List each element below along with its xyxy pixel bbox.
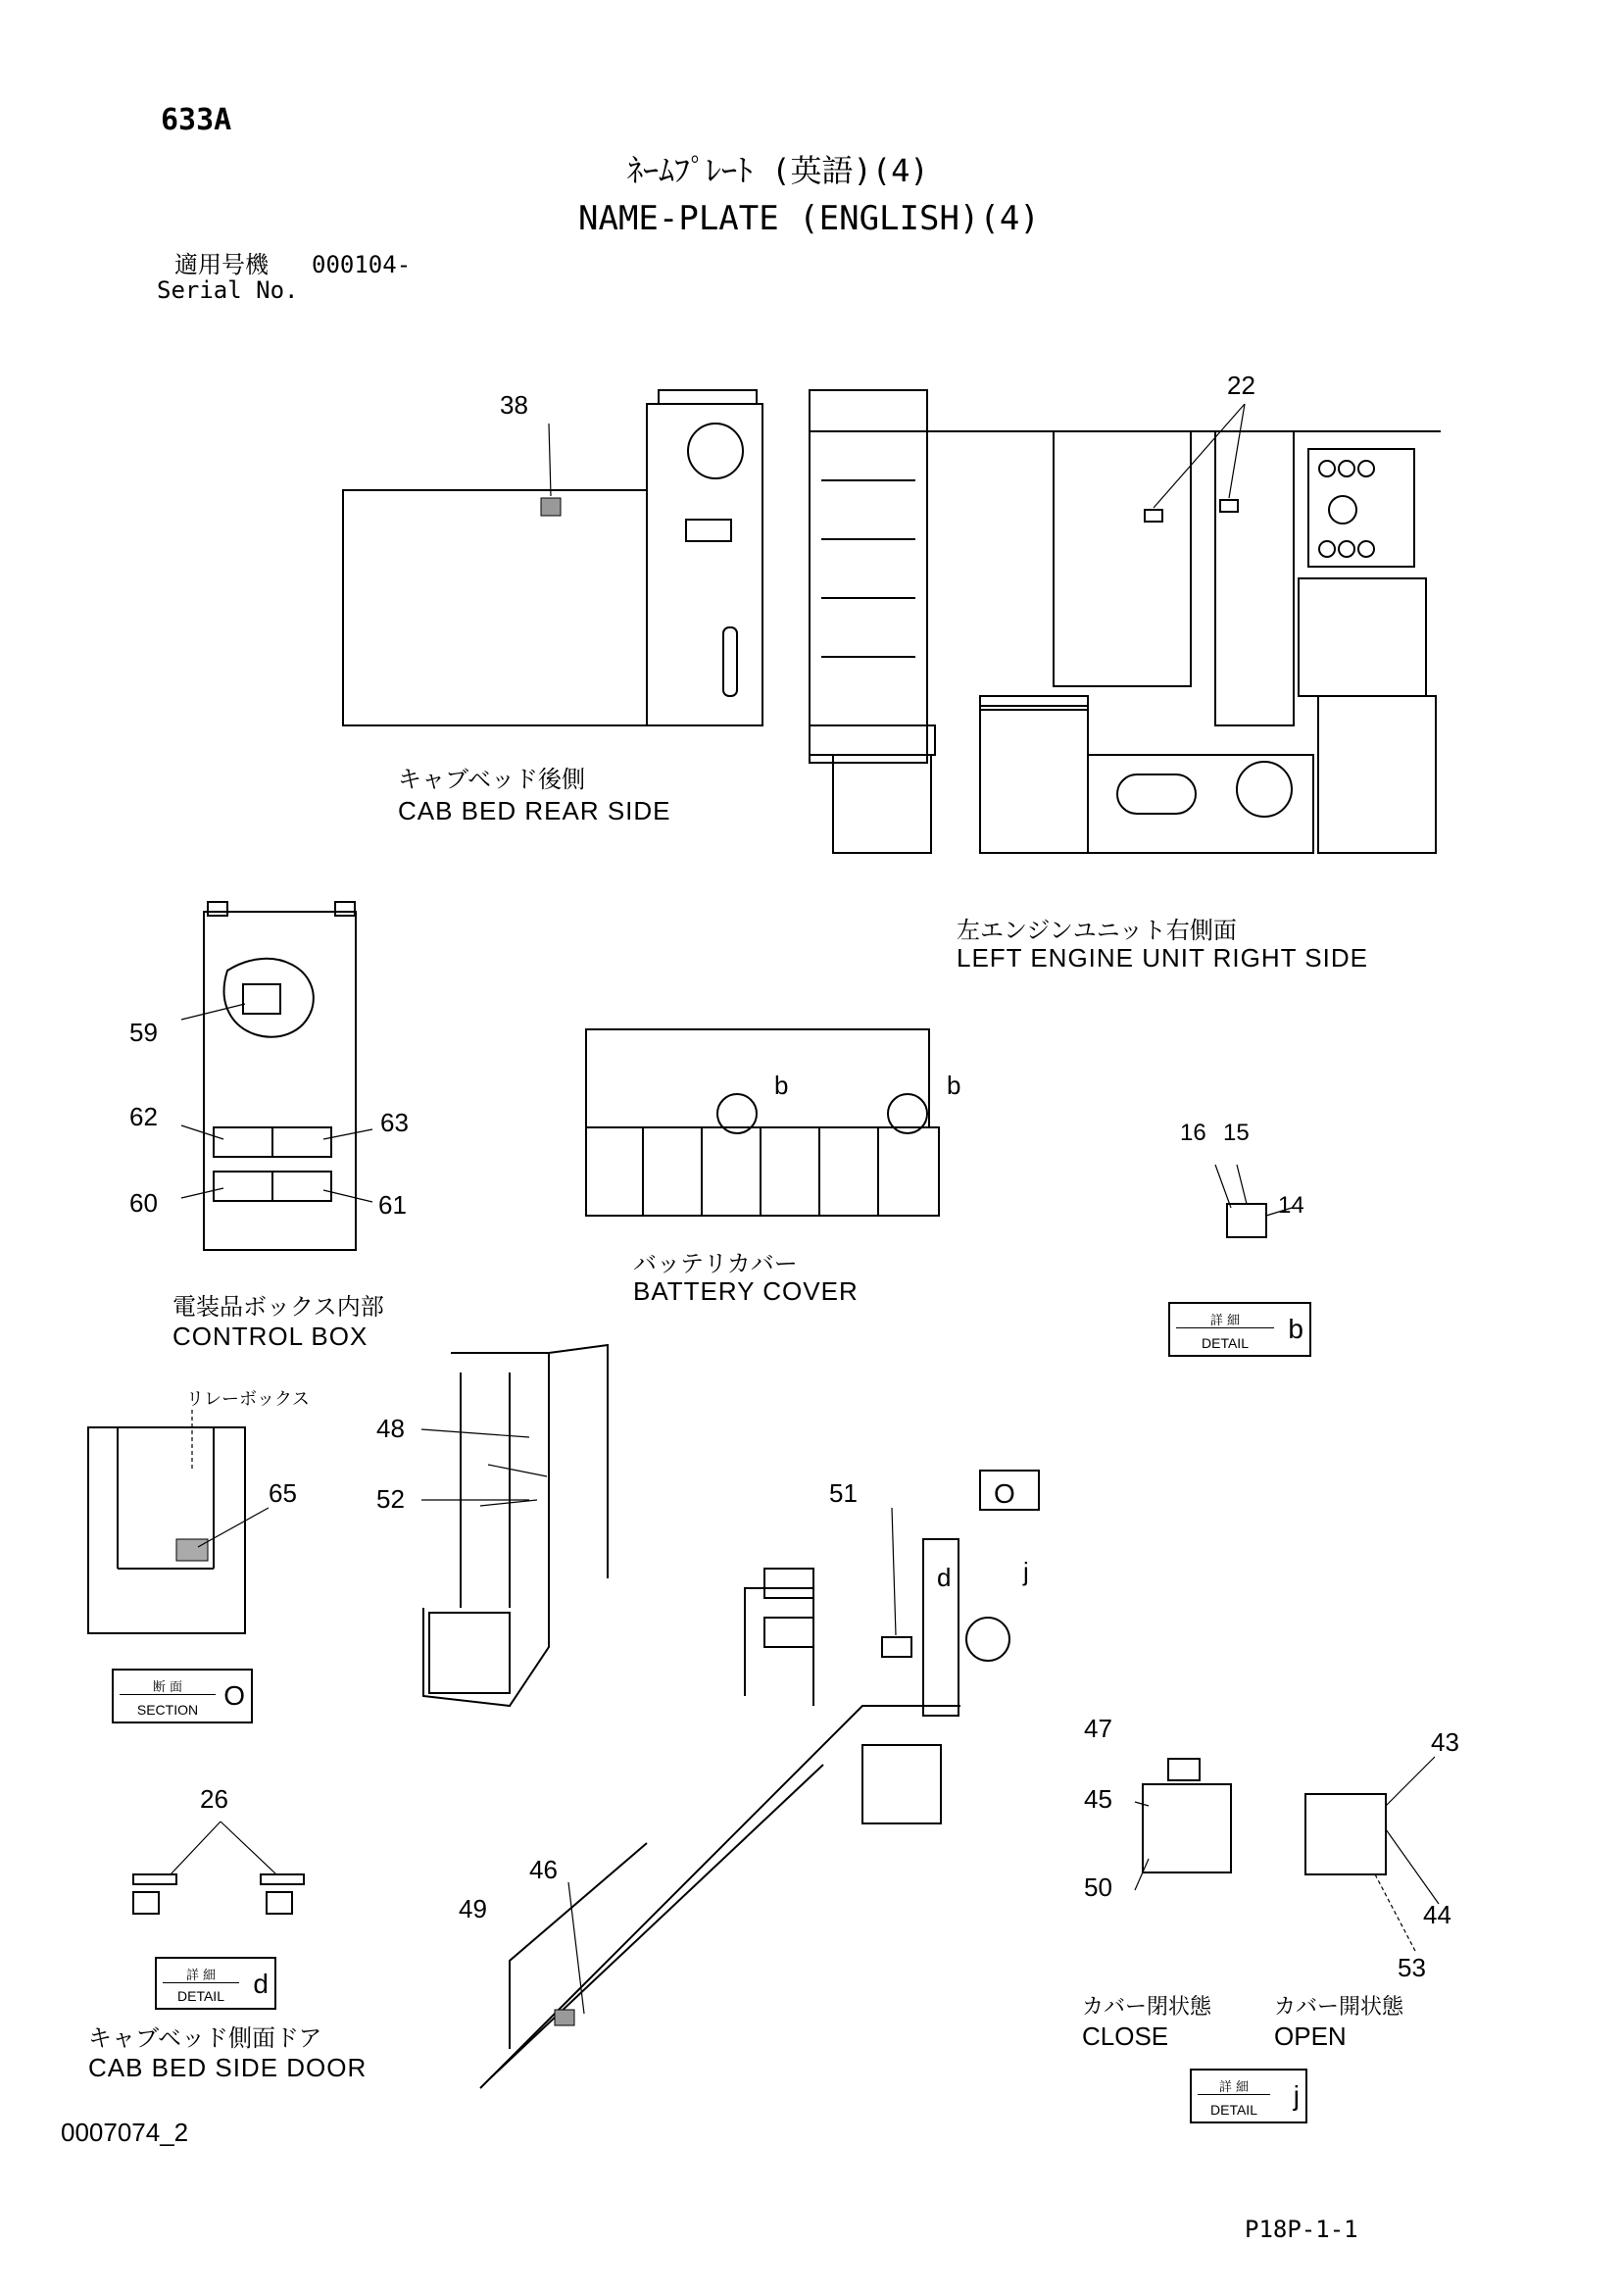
cab-side-door-en: CAB BED SIDE DOOR	[88, 2053, 368, 2082]
detail-j-en: DETAIL	[1210, 2102, 1257, 2118]
battery-cover-jp: バッテリカバー	[633, 1251, 798, 1277]
callout-47: 47	[1084, 1714, 1112, 1743]
callout-43: 43	[1431, 1727, 1459, 1757]
detail-d-key: d	[253, 1969, 269, 1999]
cab-bed-rear-jp: キャブベッド後側	[398, 767, 586, 793]
doc-id: 0007074_2	[61, 2118, 189, 2147]
callout-15: 15	[1223, 1120, 1250, 1146]
callout-b1: b	[774, 1071, 789, 1100]
detail-j-drawing	[1135, 1757, 1439, 1951]
detail-b-divider	[1176, 1327, 1274, 1328]
callout-46: 46	[529, 1855, 558, 1884]
detail-j-jp: 詳 細	[1218, 2080, 1250, 2095]
cab-side-door-jp: キャブベッド側面ドア	[88, 2025, 322, 2052]
side-door-drawing	[133, 1822, 304, 1914]
close-jp: カバー閉状態	[1082, 1994, 1212, 2019]
detail-b-jp: 詳 細	[1209, 1314, 1241, 1328]
left-engine-en: LEFT ENGINE UNIT RIGHT SIDE	[957, 943, 1368, 973]
callout-51: 51	[829, 1478, 858, 1508]
serial-label-en: Serial No.	[157, 276, 299, 304]
detail-j-divider	[1198, 2094, 1270, 2095]
open-jp: カバー開状態	[1274, 1994, 1404, 2019]
detail-b-en: DETAIL	[1202, 1335, 1249, 1351]
detail-j-box	[1190, 2069, 1307, 2123]
callout-38: 38	[500, 390, 528, 420]
callout-22: 22	[1227, 371, 1255, 400]
open-en: OPEN	[1274, 2021, 1347, 2051]
page-ref: P18P-1-1	[1245, 2216, 1358, 2243]
serial-value: 000104-	[312, 251, 412, 278]
serial-label-jp: 適用号機	[174, 251, 269, 278]
detail-b-box	[1168, 1302, 1311, 1357]
section-o-box	[112, 1669, 253, 1723]
title-jp: ﾈｰﾑﾌﾟﾚｰﾄ (英語)(4)	[627, 152, 929, 189]
title-en: NAME-PLATE (ENGLISH)(4)	[578, 199, 1040, 238]
callout-62: 62	[129, 1102, 158, 1131]
section-o-jp: 断 面	[152, 1680, 183, 1695]
close-en: CLOSE	[1082, 2021, 1169, 2051]
callout-j: j	[1023, 1557, 1029, 1586]
callout-o: O	[994, 1478, 1015, 1509]
cab-bed-rear-en: CAB BED REAR SIDE	[398, 796, 671, 825]
callout-d: d	[937, 1563, 952, 1592]
cab-bed-rear-drawing	[343, 390, 762, 725]
relay-box-drawing	[88, 1410, 269, 1633]
detail-d-jp: 詳 細	[185, 1969, 217, 1983]
callout-44: 44	[1423, 1900, 1451, 1929]
callout-16: 16	[1180, 1120, 1206, 1146]
control-box-jp: 電装品ボックス内部	[172, 1294, 384, 1321]
detail-j-key: j	[1293, 2080, 1300, 2111]
left-engine-unit-drawing	[810, 390, 1441, 853]
callout-26: 26	[200, 1784, 228, 1814]
detail-d-en: DETAIL	[177, 1988, 224, 2004]
callout-63: 63	[380, 1108, 409, 1137]
callout-53: 53	[1398, 1953, 1426, 1982]
relay-box-jp: リレーボックス	[186, 1389, 310, 1409]
section-o-divider	[120, 1694, 216, 1695]
battery-cover-en: BATTERY COVER	[633, 1276, 859, 1306]
left-engine-jp: 左エンジンユニット右側面	[957, 918, 1237, 944]
section-o-key: O	[223, 1680, 245, 1711]
callout-14: 14	[1278, 1192, 1304, 1219]
callout-52: 52	[376, 1484, 405, 1514]
callout-49: 49	[459, 1894, 487, 1923]
detail-d-box	[155, 1957, 276, 2010]
battery-cover-drawing	[586, 1029, 939, 1216]
callout-65: 65	[269, 1478, 297, 1508]
callout-60: 60	[129, 1188, 158, 1218]
callout-59: 59	[129, 1018, 158, 1047]
callout-48: 48	[376, 1414, 405, 1443]
control-box-drawing	[181, 902, 372, 1250]
callout-45: 45	[1084, 1784, 1112, 1814]
callout-61: 61	[378, 1190, 407, 1220]
control-box-en: CONTROL BOX	[172, 1322, 369, 1351]
detail-b-key: b	[1288, 1314, 1303, 1344]
callout-b2: b	[947, 1071, 961, 1100]
callout-50: 50	[1084, 1872, 1112, 1902]
model-number: 633A	[161, 103, 232, 137]
stair-ladder-drawing	[421, 1345, 1039, 2088]
section-o-en: SECTION	[136, 1702, 199, 1718]
detail-d-divider	[163, 1982, 239, 1983]
